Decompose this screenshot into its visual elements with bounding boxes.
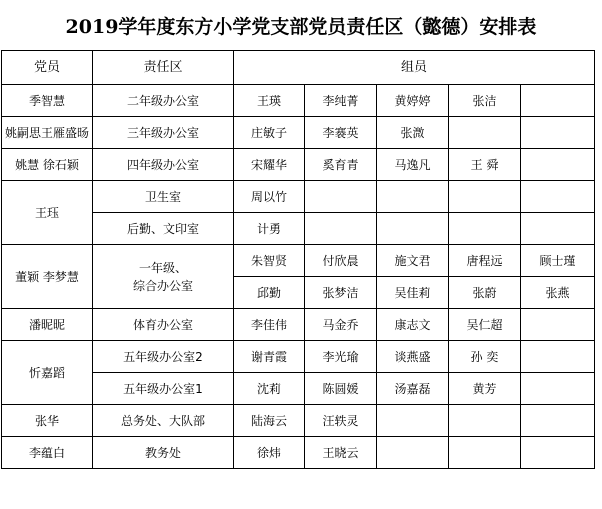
group-cell[interactable]: [305, 213, 377, 245]
area-cell[interactable]: 二年级办公室: [93, 85, 234, 117]
group-cell[interactable]: 付欣晨: [305, 245, 377, 277]
group-cell[interactable]: [449, 213, 521, 245]
table-row: [2, 245, 595, 277]
group-cell[interactable]: [521, 405, 595, 437]
member-cell[interactable]: 张华: [2, 405, 93, 437]
group-cell[interactable]: 汤嘉磊: [377, 373, 449, 405]
group-cell[interactable]: [521, 149, 595, 181]
group-cell[interactable]: 奚育青: [305, 149, 377, 181]
group-cell[interactable]: 吴佳莉: [377, 277, 449, 309]
group-cell[interactable]: [449, 405, 521, 437]
group-cell[interactable]: [377, 181, 449, 213]
group-cell[interactable]: [377, 405, 449, 437]
group-cell[interactable]: 庄敏子: [234, 117, 305, 149]
area-cell[interactable]: 四年级办公室: [93, 149, 234, 181]
group-cell[interactable]: 陈圆媛: [305, 373, 377, 405]
table-row: [2, 309, 595, 341]
area-cell[interactable]: 三年级办公室: [93, 117, 234, 149]
group-cell[interactable]: 张燕: [521, 277, 595, 309]
group-cell[interactable]: 李光瑜: [305, 341, 377, 373]
table-row: [2, 181, 595, 213]
table-row: [2, 85, 595, 117]
table-row: [2, 405, 595, 437]
group-cell[interactable]: [521, 373, 595, 405]
group-cell[interactable]: 王 舜: [449, 149, 521, 181]
group-cell[interactable]: 孙 奕: [449, 341, 521, 373]
group-cell[interactable]: [521, 437, 595, 469]
page-title: 2019学年度东方小学党支部党员责任区（懿德）安排表: [65, 15, 537, 38]
member-cell[interactable]: 潘昵昵: [2, 309, 93, 341]
group-cell[interactable]: [377, 437, 449, 469]
header-group[interactable]: 组员: [234, 51, 595, 85]
group-cell[interactable]: 张梦洁: [305, 277, 377, 309]
group-cell[interactable]: 邱勤: [234, 277, 305, 309]
group-cell[interactable]: [305, 181, 377, 213]
member-cell[interactable]: 董颖 李梦慧: [2, 245, 93, 309]
member-cell[interactable]: 李蕴白: [2, 437, 93, 469]
group-cell[interactable]: 周以竹: [234, 181, 305, 213]
group-cell[interactable]: [521, 117, 595, 149]
group-cell[interactable]: 谈燕盛: [377, 341, 449, 373]
area-cell[interactable]: 教务处: [93, 437, 234, 469]
group-cell[interactable]: 王瑛: [234, 85, 305, 117]
group-cell[interactable]: 李佳伟: [234, 309, 305, 341]
area-cell[interactable]: 五年级办公室2: [93, 341, 234, 373]
group-cell[interactable]: 汪轶灵: [305, 405, 377, 437]
member-cell[interactable]: 王珏: [2, 181, 93, 245]
member-cell[interactable]: 忻嘉蹈: [2, 341, 93, 405]
group-cell[interactable]: 施文君: [377, 245, 449, 277]
group-cell[interactable]: 王晓云: [305, 437, 377, 469]
member-cell[interactable]: 姚慧 徐石颖: [2, 149, 93, 181]
area-cell[interactable]: 五年级办公室1: [93, 373, 234, 405]
group-cell[interactable]: 康志文: [377, 309, 449, 341]
group-cell[interactable]: [377, 213, 449, 245]
group-cell[interactable]: 计勇: [234, 213, 305, 245]
group-cell[interactable]: [521, 341, 595, 373]
area-cell[interactable]: 卫生室: [93, 181, 234, 213]
table-row: [2, 149, 595, 181]
group-cell[interactable]: 黄婷婷: [377, 85, 449, 117]
header-row: [2, 51, 595, 85]
table-row: [2, 341, 595, 373]
group-cell[interactable]: [449, 437, 521, 469]
group-cell[interactable]: 张洁: [449, 85, 521, 117]
group-cell[interactable]: 宋耀华: [234, 149, 305, 181]
table-row: [2, 117, 595, 149]
group-cell[interactable]: [521, 85, 595, 117]
header-member[interactable]: 党员: [2, 51, 93, 85]
area-cell[interactable]: 体育办公室: [93, 309, 234, 341]
area-cell[interactable]: 后勤、文印室: [93, 213, 234, 245]
area-cell[interactable]: 总务处、大队部: [93, 405, 234, 437]
header-area[interactable]: 责任区: [93, 51, 234, 85]
group-cell[interactable]: 顾士瑾: [521, 245, 595, 277]
group-cell[interactable]: 黄芳: [449, 373, 521, 405]
group-cell[interactable]: 谢青霞: [234, 341, 305, 373]
group-cell[interactable]: 唐程远: [449, 245, 521, 277]
group-cell[interactable]: 李纯菁: [305, 85, 377, 117]
group-cell[interactable]: 马逸凡: [377, 149, 449, 181]
group-cell[interactable]: 张蔚: [449, 277, 521, 309]
member-cell[interactable]: 姚嗣思王雁盛旸: [2, 117, 93, 149]
duty-table: [1, 50, 595, 469]
member-cell[interactable]: 季智慧: [2, 85, 93, 117]
group-cell[interactable]: [449, 117, 521, 149]
group-cell[interactable]: [521, 181, 595, 213]
group-cell[interactable]: [521, 213, 595, 245]
group-cell[interactable]: 陆海云: [234, 405, 305, 437]
group-cell[interactable]: 沈莉: [234, 373, 305, 405]
group-cell[interactable]: [521, 309, 595, 341]
group-cell[interactable]: [449, 181, 521, 213]
group-cell[interactable]: 朱智贤: [234, 245, 305, 277]
group-cell[interactable]: 徐炜: [234, 437, 305, 469]
group-cell[interactable]: 张溦: [377, 117, 449, 149]
group-cell[interactable]: 马金乔: [305, 309, 377, 341]
table-row: [2, 437, 595, 469]
area-cell[interactable]: 一年级、 综合办公室: [93, 245, 234, 309]
group-cell[interactable]: 吴仁超: [449, 309, 521, 341]
group-cell[interactable]: 李褰英: [305, 117, 377, 149]
